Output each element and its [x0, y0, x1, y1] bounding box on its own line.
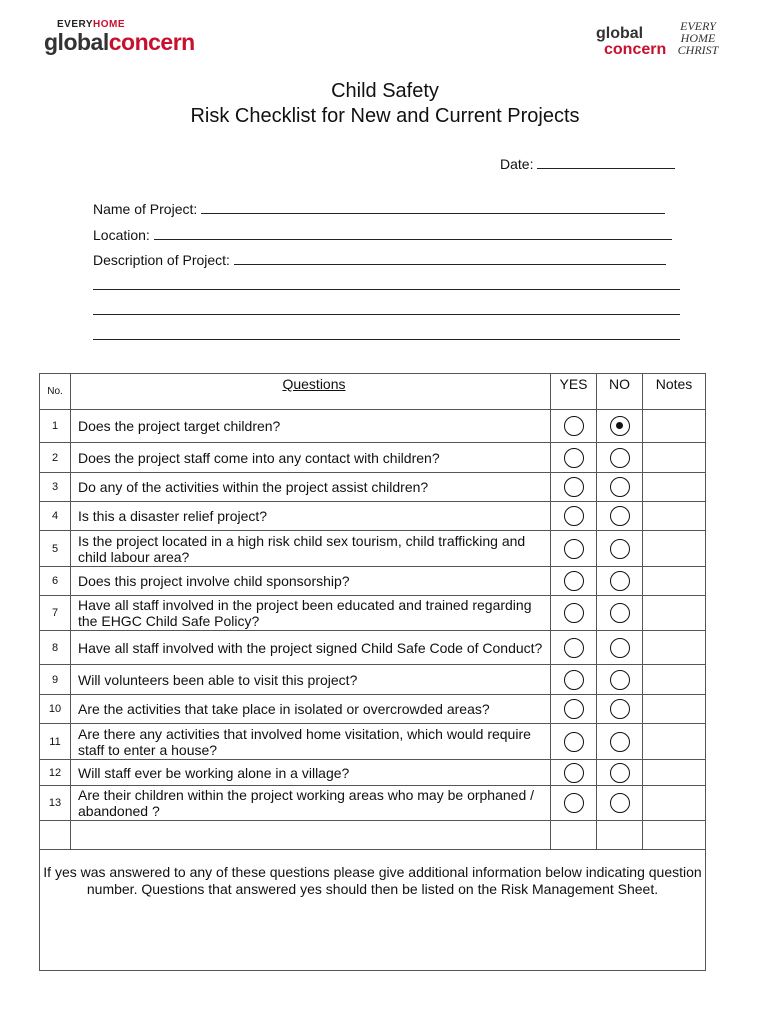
no-radio[interactable] — [610, 416, 630, 436]
yes-cell — [551, 443, 597, 473]
row-question: Have all staff involved in the project been educated and trained regarding the EHGC Child Safe Policy? — [71, 596, 551, 631]
header-no-answer: NO — [597, 374, 643, 410]
no-radio[interactable] — [610, 732, 630, 752]
no-radio[interactable] — [610, 448, 630, 468]
yes-radio[interactable] — [564, 699, 584, 719]
table-row — [40, 410, 706, 443]
row-number: 2 — [40, 443, 71, 473]
table-row — [40, 531, 706, 567]
globalconcern-everyhome-christ-logo — [596, 19, 726, 62]
every-home-christ-mark: EVERY HOME CHRIST — [677, 19, 719, 57]
yes-radio[interactable] — [564, 506, 584, 526]
project-name-field[interactable] — [93, 199, 665, 217]
row-number: 10 — [40, 695, 71, 724]
table-row — [40, 443, 706, 473]
global-concern-mark: global concern — [596, 25, 667, 58]
logo-top-text: EVERYHOME — [57, 19, 126, 30]
notes-cell[interactable] — [643, 760, 706, 786]
no-cell — [597, 665, 643, 695]
table-row — [40, 567, 706, 596]
location-field[interactable] — [93, 225, 672, 243]
no-radio[interactable] — [610, 699, 630, 719]
no-radio[interactable] — [610, 603, 630, 623]
no-radio[interactable] — [610, 506, 630, 526]
row-question: Will staff ever be working alone in a village? — [71, 760, 551, 786]
header-questions: Questions — [71, 374, 551, 410]
notes-cell[interactable] — [643, 531, 706, 567]
location-input-line[interactable] — [154, 225, 672, 240]
row-number: 12 — [40, 760, 71, 786]
table-row — [40, 631, 706, 665]
row-number: 4 — [40, 502, 71, 531]
yes-radio[interactable] — [564, 448, 584, 468]
no-radio[interactable] — [610, 571, 630, 591]
date-input-line[interactable] — [537, 154, 675, 169]
no-cell — [597, 760, 643, 786]
row-question: Will volunteers been able to visit this project? — [71, 665, 551, 695]
notes-cell[interactable] — [643, 567, 706, 596]
notes-cell[interactable] — [643, 695, 706, 724]
no-cell — [597, 473, 643, 502]
yes-cell — [551, 410, 597, 443]
yes-radio[interactable] — [564, 763, 584, 783]
page-title: Child Safety — [331, 80, 439, 102]
row-question: Are the activities that take place in isolated or overcrowded areas? — [71, 695, 551, 724]
no-cell — [597, 567, 643, 596]
no-cell — [597, 631, 643, 665]
footnote-row — [40, 850, 706, 971]
table-row — [40, 724, 706, 760]
row-number: 13 — [40, 786, 71, 821]
yes-radio[interactable] — [564, 638, 584, 658]
notes-cell[interactable] — [643, 443, 706, 473]
yes-cell — [551, 665, 597, 695]
description-blank-line[interactable] — [93, 338, 680, 340]
table-row — [40, 502, 706, 531]
no-radio[interactable] — [610, 793, 630, 813]
table-row — [40, 596, 706, 631]
no-radio[interactable] — [610, 763, 630, 783]
no-cell — [597, 531, 643, 567]
notes-cell[interactable] — [643, 473, 706, 502]
project-name-label: Name of Project: — [93, 201, 198, 217]
row-number: 1 — [40, 410, 71, 443]
header-no: No. — [40, 374, 71, 410]
row-number: 3 — [40, 473, 71, 502]
no-cell — [597, 410, 643, 443]
table-header-row — [40, 374, 706, 410]
no-cell — [597, 724, 643, 760]
yes-cell — [551, 631, 597, 665]
yes-radio[interactable] — [564, 793, 584, 813]
no-radio[interactable] — [610, 638, 630, 658]
everyhome-globalconcern-logo — [44, 20, 195, 54]
no-cell — [597, 695, 643, 724]
table-row — [40, 473, 706, 502]
yes-cell — [551, 695, 597, 724]
yes-radio[interactable] — [564, 603, 584, 623]
row-question: Are there any activities that involved home visitation, which would require staff to enter a house? — [71, 724, 551, 760]
row-number: 6 — [40, 567, 71, 596]
location-label: Location: — [93, 227, 150, 243]
notes-cell[interactable] — [643, 596, 706, 631]
row-number: 7 — [40, 596, 71, 631]
description-blank-line[interactable] — [93, 313, 680, 315]
row-number: 8 — [40, 631, 71, 665]
date-label: Date: — [500, 156, 534, 172]
no-cell — [597, 502, 643, 531]
row-question: Does the project staff come into any contact with children? — [71, 443, 551, 473]
logo-main-text: globalconcern — [44, 29, 195, 55]
no-cell — [597, 596, 643, 631]
notes-cell[interactable] — [643, 786, 706, 821]
no-cell — [597, 443, 643, 473]
notes-cell[interactable] — [643, 665, 706, 695]
table-row — [40, 665, 706, 695]
yes-cell — [551, 596, 597, 631]
header-notes: Notes — [643, 374, 706, 410]
description-input-line[interactable] — [234, 250, 666, 265]
row-question: Do any of the activities within the project assist children? — [71, 473, 551, 502]
notes-cell[interactable] — [643, 502, 706, 531]
table-row-empty — [40, 821, 706, 850]
risk-checklist-table — [39, 373, 706, 971]
footnote-text: If yes was answered to any of these questions please give additional information below indicating question number. Questions that answered yes should then be listed on the Risk Management Sheet. — [40, 850, 706, 971]
row-question: Are their children within the project working areas who may be orphaned / abandoned ? — [71, 786, 551, 821]
yes-cell — [551, 473, 597, 502]
yes-cell — [551, 567, 597, 596]
row-number: 5 — [40, 531, 71, 567]
row-question: Does this project involve child sponsorship? — [71, 567, 551, 596]
no-radio[interactable] — [610, 539, 630, 559]
row-question: Have all staff involved with the project signed Child Safe Code of Conduct? — [71, 631, 551, 665]
description-blank-line[interactable] — [93, 288, 680, 290]
no-radio[interactable] — [610, 670, 630, 690]
description-label: Description of Project: — [93, 252, 230, 268]
no-radio[interactable] — [610, 477, 630, 497]
row-number: 11 — [40, 724, 71, 760]
description-field[interactable] — [93, 250, 666, 268]
date-field[interactable] — [500, 154, 675, 172]
yes-radio[interactable] — [564, 571, 584, 591]
project-name-input-line[interactable] — [201, 199, 665, 214]
row-question: Is this a disaster relief project? — [71, 502, 551, 531]
row-number: 9 — [40, 665, 71, 695]
yes-radio[interactable] — [564, 539, 584, 559]
table-row — [40, 695, 706, 724]
notes-cell[interactable] — [643, 410, 706, 443]
yes-cell — [551, 531, 597, 567]
yes-radio[interactable] — [564, 416, 584, 436]
yes-cell — [551, 760, 597, 786]
yes-cell — [551, 502, 597, 531]
yes-radio[interactable] — [564, 670, 584, 690]
table-row — [40, 786, 706, 821]
no-cell — [597, 786, 643, 821]
row-question: Does the project target children? — [71, 410, 551, 443]
notes-cell[interactable] — [643, 724, 706, 760]
yes-cell — [551, 786, 597, 821]
yes-radio[interactable] — [564, 477, 584, 497]
yes-cell — [551, 724, 597, 760]
yes-radio[interactable] — [564, 732, 584, 752]
header-yes: YES — [551, 374, 597, 410]
table-row — [40, 760, 706, 786]
notes-cell[interactable] — [643, 631, 706, 665]
page-subtitle: Risk Checklist for New and Current Projects — [190, 105, 580, 127]
row-question: Is the project located in a high risk child sex tourism, child trafficking and child labour area? — [71, 531, 551, 567]
